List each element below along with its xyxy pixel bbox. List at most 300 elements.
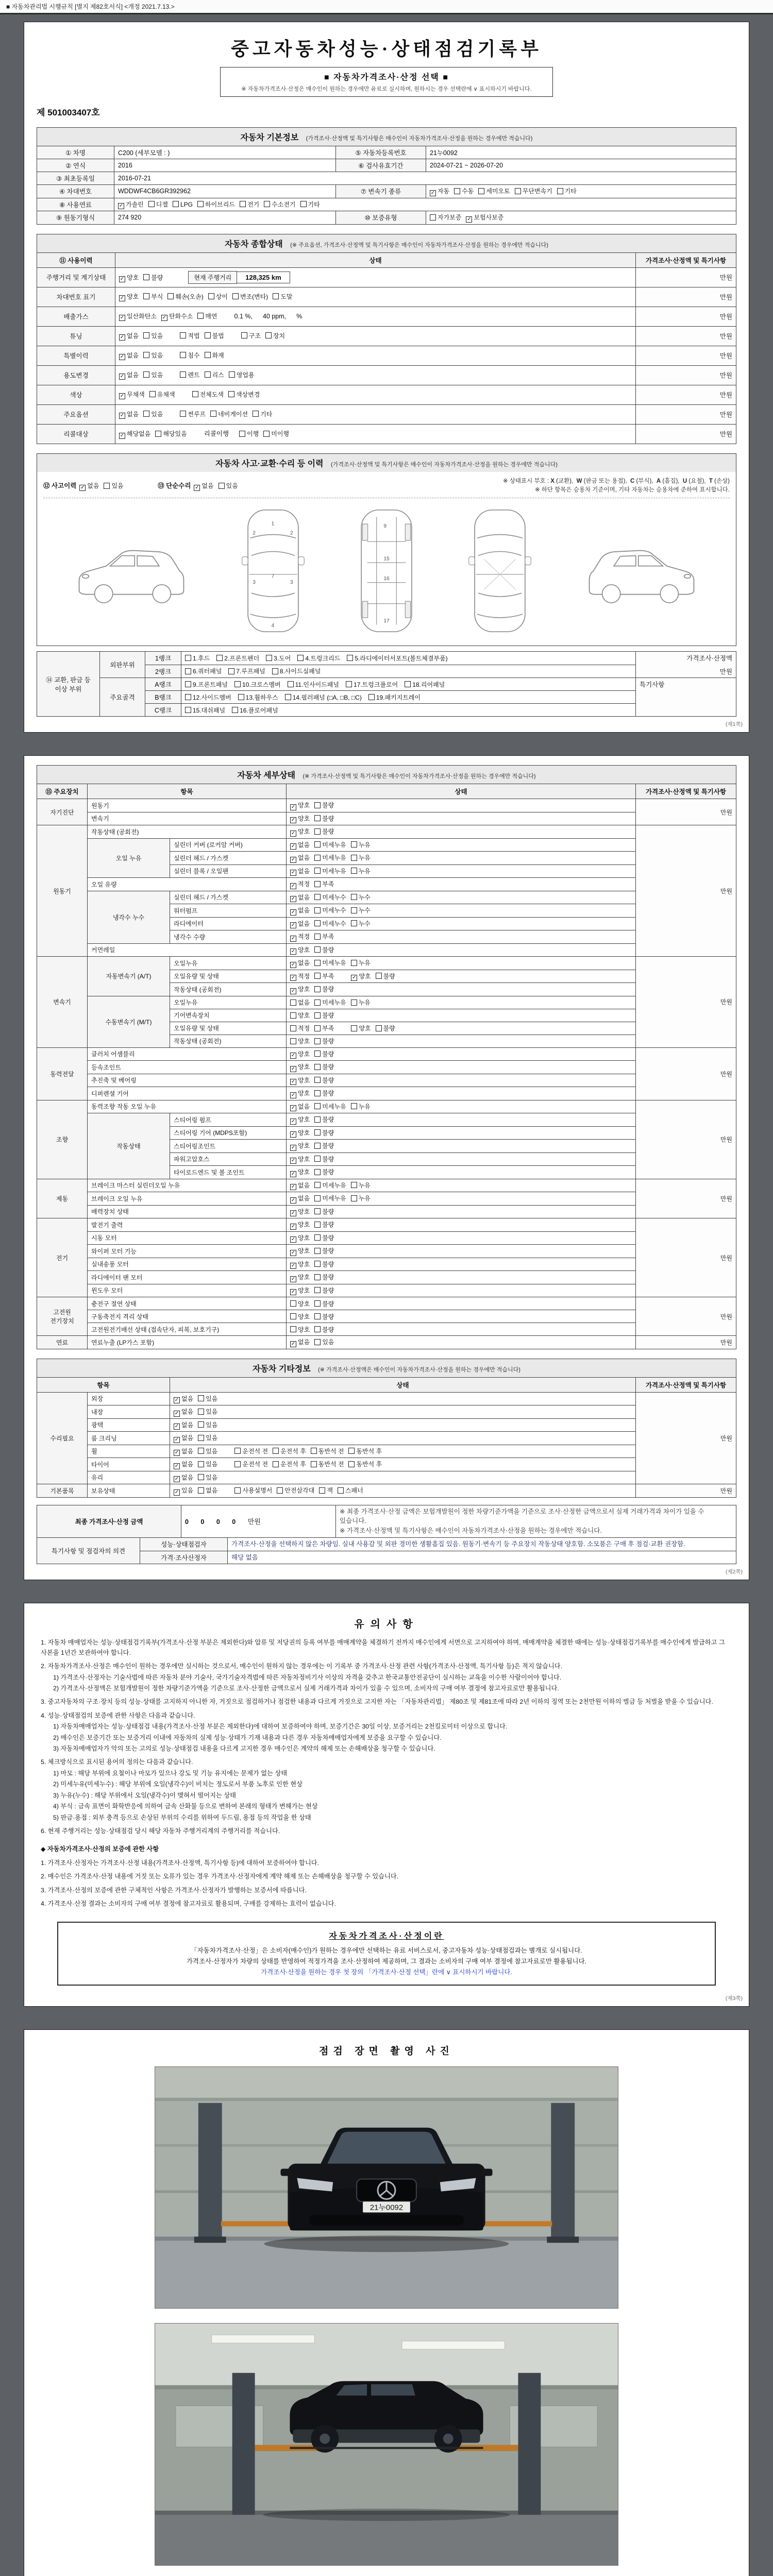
checkbox-icon[interactable] <box>194 485 200 491</box>
checkbox-icon[interactable] <box>314 1274 321 1280</box>
checkbox-icon[interactable] <box>290 922 296 928</box>
checkbox-icon[interactable] <box>314 999 321 1006</box>
checkbox-icon[interactable] <box>290 1092 296 1098</box>
checkbox-option[interactable]: ✓ 가솔린 <box>118 200 144 210</box>
checkbox-icon[interactable] <box>314 920 321 926</box>
checkbox-icon[interactable] <box>119 276 125 282</box>
checkbox-option[interactable]: 누유 <box>351 958 371 967</box>
checkbox-option[interactable]: ✓ 없음 <box>174 1473 193 1483</box>
checkbox-icon[interactable] <box>348 1448 355 1454</box>
checkbox-option[interactable]: ✓ 없음 <box>290 1337 310 1347</box>
checkbox-icon[interactable] <box>314 1064 321 1070</box>
panel-part-option[interactable]: 15.대쉬패널 <box>185 706 225 715</box>
checkbox-icon[interactable] <box>314 1116 321 1123</box>
checkbox-option[interactable]: 불량 <box>314 1312 334 1321</box>
checkbox-icon[interactable] <box>290 1300 296 1307</box>
checkbox-icon[interactable] <box>119 334 125 341</box>
checkbox-icon[interactable] <box>290 1012 296 1019</box>
checkbox-icon[interactable] <box>264 201 270 207</box>
checkbox-option[interactable]: ✓ 없음 <box>119 331 139 341</box>
checkbox-icon[interactable] <box>314 986 321 992</box>
checkbox-option[interactable]: 누수 <box>351 906 371 914</box>
checkbox-option[interactable]: 불량 <box>314 801 334 809</box>
checkbox-option[interactable]: ✓ 없음 <box>290 958 310 968</box>
checkbox-option[interactable]: 미세누유 <box>314 867 346 875</box>
checkbox-icon[interactable] <box>376 1025 382 1031</box>
checkbox-option[interactable]: 불량 <box>314 827 334 836</box>
checkbox-icon[interactable] <box>185 694 191 700</box>
checkbox-option[interactable]: ✓ 없음 <box>290 893 310 903</box>
checkbox-icon[interactable] <box>290 1250 296 1256</box>
checkbox-icon[interactable] <box>314 1143 321 1149</box>
checkbox-icon[interactable] <box>180 352 186 358</box>
checkbox-option[interactable]: 불법 <box>205 331 224 340</box>
panel-part-option[interactable]: 13.휠하우스 <box>238 693 278 702</box>
checkbox-icon[interactable] <box>290 896 296 902</box>
checkbox-option[interactable]: ✓ 보험사보증 <box>466 213 503 223</box>
checkbox-option[interactable]: 불량 <box>376 972 395 980</box>
checkbox-option[interactable]: 있음 <box>198 1407 217 1416</box>
checkbox-icon[interactable] <box>232 293 239 299</box>
checkbox-option[interactable]: ✓ 양호 <box>290 985 310 994</box>
checkbox-icon[interactable] <box>290 1158 296 1164</box>
checkbox-icon[interactable] <box>351 975 357 981</box>
checkbox-icon[interactable] <box>185 707 191 713</box>
checkbox-icon[interactable] <box>351 1195 357 1201</box>
checkbox-icon[interactable] <box>290 1184 296 1190</box>
checkbox-option[interactable]: 누유 <box>351 867 371 875</box>
checkbox-icon[interactable] <box>174 1476 180 1482</box>
checkbox-icon[interactable] <box>314 1300 321 1307</box>
checkbox-icon[interactable] <box>185 668 191 674</box>
checkbox-option[interactable]: 불량 <box>314 945 334 954</box>
checkbox-icon[interactable] <box>351 907 357 913</box>
checkbox-icon[interactable] <box>290 1053 296 1059</box>
checkbox-icon[interactable] <box>253 411 259 417</box>
checkbox-option[interactable]: 네비게이션 <box>210 410 248 418</box>
panel-part-option[interactable]: 6.쿼터패널 <box>185 667 222 675</box>
checkbox-option[interactable]: 있음 <box>198 1473 217 1482</box>
checkbox-icon[interactable] <box>314 1339 321 1345</box>
checkbox-icon[interactable] <box>314 881 321 887</box>
checkbox-icon[interactable] <box>314 1077 321 1083</box>
checkbox-icon[interactable] <box>285 694 291 700</box>
checkbox-option[interactable]: 불량 <box>314 1155 334 1163</box>
checkbox-icon[interactable] <box>174 1489 180 1496</box>
checkbox-icon[interactable] <box>167 293 174 299</box>
checkbox-option[interactable]: 미세누수 <box>314 919 346 928</box>
checkbox-icon[interactable] <box>314 907 321 913</box>
checkbox-option[interactable]: 동반석 후 <box>348 1460 382 1468</box>
checkbox-icon[interactable] <box>290 1025 296 1031</box>
checkbox-option[interactable]: 양호 <box>290 1299 310 1308</box>
checkbox-option[interactable]: 사용설명서 <box>234 1486 272 1495</box>
checkbox-icon[interactable] <box>288 681 294 687</box>
checkbox-option[interactable]: 있음 <box>219 481 238 490</box>
checkbox-option[interactable]: 누유 <box>351 853 371 862</box>
checkbox-option[interactable]: ✓ 양호 <box>290 1128 310 1138</box>
checkbox-icon[interactable] <box>351 999 357 1006</box>
checkbox-option[interactable]: 하이브리드 <box>197 200 235 209</box>
checkbox-icon[interactable] <box>148 201 155 207</box>
checkbox-icon[interactable] <box>314 946 321 953</box>
checkbox-option[interactable]: 없음 <box>198 1486 217 1495</box>
panel-part-option[interactable]: 17.트렁크플로어 <box>346 680 398 689</box>
checkbox-option[interactable]: 도말 <box>273 292 292 301</box>
checkbox-option[interactable]: ✓ 없음 <box>174 1407 193 1417</box>
checkbox-option[interactable]: 스패너 <box>338 1486 363 1495</box>
checkbox-option[interactable]: 썬루프 <box>180 410 206 418</box>
checkbox-icon[interactable] <box>290 1263 296 1269</box>
checkbox-option[interactable]: ✓ 양호 <box>290 1207 310 1217</box>
checkbox-icon[interactable] <box>104 483 110 489</box>
checkbox-icon[interactable] <box>351 920 357 926</box>
checkbox-option[interactable]: ✓ 없음 <box>119 351 139 361</box>
checkbox-icon[interactable] <box>290 1197 296 1204</box>
checkbox-option[interactable]: 미세누유 <box>314 958 346 967</box>
checkbox-option[interactable]: 전체도색 <box>192 390 224 399</box>
checkbox-option[interactable]: 미세누수 <box>314 893 346 902</box>
checkbox-option[interactable]: 색상변경 <box>228 390 260 399</box>
checkbox-option[interactable]: 미세누유 <box>314 1194 346 1202</box>
checkbox-icon[interactable] <box>314 1090 321 1096</box>
checkbox-option[interactable]: 누유 <box>351 998 371 1007</box>
checkbox-icon[interactable] <box>234 1461 241 1467</box>
panel-part-option[interactable]: 9.프론트패널 <box>185 680 228 689</box>
checkbox-option[interactable]: ✓ 없음 <box>119 410 139 419</box>
checkbox-option[interactable]: ✓ 양호 <box>290 1076 310 1086</box>
checkbox-icon[interactable] <box>266 655 272 661</box>
checkbox-icon[interactable] <box>174 1437 180 1443</box>
checkbox-option[interactable]: ✓ 없음 <box>290 1194 310 1204</box>
checkbox-option[interactable]: 있음 <box>314 1337 334 1346</box>
checkbox-option[interactable]: 부족 <box>314 932 334 941</box>
checkbox-icon[interactable] <box>273 293 279 299</box>
checkbox-option[interactable]: 불량 <box>314 1115 334 1124</box>
checkbox-icon[interactable] <box>314 1195 321 1201</box>
checkbox-option[interactable]: 수소전기 <box>264 200 295 209</box>
checkbox-option[interactable]: ✓ 양호 <box>290 1220 310 1230</box>
checkbox-icon[interactable] <box>216 655 223 661</box>
checkbox-option[interactable]: 불량 <box>314 1233 334 1242</box>
checkbox-option[interactable]: 있음 <box>198 1447 217 1455</box>
checkbox-option[interactable]: ✓ 없음 <box>79 481 99 491</box>
checkbox-icon[interactable] <box>143 274 149 280</box>
checkbox-option[interactable]: 불량 <box>314 1246 334 1255</box>
checkbox-option[interactable]: 부식 <box>143 292 163 301</box>
checkbox-option[interactable]: 화재 <box>205 351 224 360</box>
panel-part-option[interactable]: 18.리어패널 <box>405 680 445 689</box>
checkbox-icon[interactable] <box>241 332 247 338</box>
checkbox-option[interactable]: 누수 <box>351 893 371 902</box>
checkbox-option[interactable]: 불량 <box>314 1260 334 1268</box>
checkbox-icon[interactable] <box>297 655 304 661</box>
checkbox-icon[interactable] <box>180 411 186 417</box>
checkbox-option[interactable]: 기타 <box>253 410 272 418</box>
checkbox-option[interactable]: ✓ 없음 <box>290 919 310 929</box>
checkbox-option[interactable]: 누유 <box>351 840 371 849</box>
checkbox-option[interactable]: 미세누유 <box>314 1181 346 1190</box>
checkbox-option[interactable]: ✓ 양호 <box>290 1155 310 1164</box>
checkbox-icon[interactable] <box>466 216 472 223</box>
checkbox-option[interactable]: 미세누유 <box>314 840 346 849</box>
checkbox-option[interactable]: ✓ 해당없음 <box>119 429 150 439</box>
panel-part-option[interactable]: 12.사이드멤버 <box>185 693 231 702</box>
checkbox-option[interactable]: 있음 <box>198 1460 217 1468</box>
checkbox-icon[interactable] <box>174 1423 180 1430</box>
panel-part-option[interactable]: 3.도어 <box>266 654 291 663</box>
checkbox-icon[interactable] <box>314 815 321 821</box>
checkbox-option[interactable]: ✓ 없음 <box>174 1394 193 1404</box>
checkbox-icon[interactable] <box>198 1487 204 1494</box>
checkbox-option[interactable]: ✓ 없음 <box>194 481 213 491</box>
checkbox-icon[interactable] <box>314 802 321 808</box>
checkbox-icon[interactable] <box>368 694 375 700</box>
panel-part-option[interactable]: 16.플로어패널 <box>232 706 278 715</box>
checkbox-icon[interactable] <box>119 315 125 321</box>
checkbox-icon[interactable] <box>290 870 296 876</box>
checkbox-option[interactable]: 불량 <box>314 1076 334 1084</box>
checkbox-option[interactable]: 불량 <box>314 1037 334 1045</box>
checkbox-option[interactable]: ✓ 없음 <box>174 1433 193 1443</box>
checkbox-icon[interactable] <box>290 1145 296 1151</box>
checkbox-option[interactable]: ✓ 탄화수소 <box>161 312 193 321</box>
checkbox-icon[interactable] <box>143 332 149 338</box>
checkbox-option[interactable]: 누유 <box>351 1181 371 1190</box>
checkbox-option[interactable]: 적법 <box>180 331 199 340</box>
checkbox-icon[interactable] <box>273 1461 279 1467</box>
checkbox-icon[interactable] <box>119 354 125 360</box>
checkbox-icon[interactable] <box>314 828 321 835</box>
checkbox-icon[interactable] <box>515 188 521 194</box>
checkbox-option[interactable]: 불량 <box>314 1141 334 1150</box>
checkbox-icon[interactable] <box>351 1182 357 1188</box>
checkbox-icon[interactable] <box>210 411 216 417</box>
checkbox-icon[interactable] <box>314 973 321 979</box>
checkbox-icon[interactable] <box>232 707 238 713</box>
checkbox-icon[interactable] <box>430 214 436 221</box>
checkbox-icon[interactable] <box>290 1289 296 1295</box>
checkbox-option[interactable]: 미세누수 <box>314 906 346 914</box>
panel-part-option[interactable]: 11.인사이드패널 <box>288 680 339 689</box>
checkbox-icon[interactable] <box>290 962 296 968</box>
checkbox-icon[interactable] <box>290 999 296 1006</box>
checkbox-icon[interactable] <box>174 1411 180 1417</box>
checkbox-option[interactable]: ✓ 없음 <box>174 1447 193 1456</box>
checkbox-option[interactable]: 있음 <box>198 1433 217 1442</box>
checkbox-option[interactable]: ✓ 양호 <box>290 801 310 810</box>
checkbox-icon[interactable] <box>351 1103 357 1109</box>
checkbox-option[interactable]: 미세누유 <box>314 998 346 1007</box>
checkbox-icon[interactable] <box>314 1103 321 1109</box>
checkbox-icon[interactable] <box>290 857 296 863</box>
checkbox-icon[interactable] <box>290 831 296 837</box>
checkbox-option[interactable]: 불량 <box>314 1299 334 1308</box>
checkbox-option[interactable]: 운전석 전 <box>234 1460 268 1468</box>
checkbox-icon[interactable] <box>314 1234 321 1241</box>
checkbox-option[interactable]: 불량 <box>314 1128 334 1137</box>
checkbox-option[interactable]: 렌트 <box>180 370 199 379</box>
checkbox-option[interactable]: 장치 <box>265 331 285 340</box>
checkbox-icon[interactable] <box>338 1487 344 1494</box>
checkbox-icon[interactable] <box>205 352 211 358</box>
checkbox-option[interactable]: 있음 <box>143 370 163 379</box>
checkbox-option[interactable]: ✓ 있음 <box>174 1486 193 1496</box>
checkbox-option[interactable]: 불량 <box>314 814 334 823</box>
checkbox-option[interactable]: 부족 <box>314 879 334 888</box>
checkbox-icon[interactable] <box>161 315 167 321</box>
checkbox-icon[interactable] <box>290 1341 296 1347</box>
checkbox-icon[interactable] <box>351 1025 357 1031</box>
panel-part-option[interactable]: 14.필러패널 (□A, □B, □C) <box>285 693 362 702</box>
panel-part-option[interactable]: 19.패키지트레이 <box>368 693 421 702</box>
checkbox-icon[interactable] <box>180 332 186 338</box>
checkbox-option[interactable]: ✓ 양호 <box>290 814 310 824</box>
panel-part-option[interactable]: 1.후드 <box>185 654 210 663</box>
checkbox-icon[interactable] <box>314 1038 321 1044</box>
checkbox-icon[interactable] <box>265 332 272 338</box>
checkbox-option[interactable]: 불량 <box>314 1220 334 1229</box>
checkbox-option[interactable]: 전기 <box>240 200 259 209</box>
checkbox-icon[interactable] <box>277 1487 283 1494</box>
checkbox-option[interactable]: ✓ 없음 <box>290 853 310 863</box>
checkbox-option[interactable]: 양호 <box>351 1024 371 1032</box>
checkbox-option[interactable]: ✓ 적정 <box>290 879 310 889</box>
checkbox-icon[interactable] <box>143 371 149 378</box>
panel-part-option[interactable]: 10.크로스멤버 <box>234 680 281 689</box>
checkbox-icon[interactable] <box>314 1050 321 1057</box>
panel-part-option[interactable]: 7.루프패널 <box>228 667 265 675</box>
checkbox-icon[interactable] <box>290 1171 296 1177</box>
checkbox-icon[interactable] <box>351 894 357 900</box>
checkbox-option[interactable]: 양호 <box>290 1312 310 1321</box>
checkbox-icon[interactable] <box>290 988 296 994</box>
checkbox-icon[interactable] <box>314 1261 321 1267</box>
checkbox-icon[interactable] <box>155 431 161 437</box>
checkbox-icon[interactable] <box>290 1236 296 1243</box>
checkbox-icon[interactable] <box>351 960 357 966</box>
panel-part-option[interactable]: 4.트렁크리드 <box>297 654 340 663</box>
checkbox-icon[interactable] <box>300 201 307 207</box>
checkbox-icon[interactable] <box>198 1448 204 1454</box>
checkbox-icon[interactable] <box>185 655 191 661</box>
panel-part-option[interactable]: 8.사이드실패널 <box>272 667 321 675</box>
checkbox-option[interactable]: 있음 <box>143 351 163 360</box>
checkbox-icon[interactable] <box>290 975 296 981</box>
checkbox-icon[interactable] <box>198 1461 204 1467</box>
checkbox-option[interactable]: 수동 <box>454 187 474 195</box>
checkbox-icon[interactable] <box>205 371 211 378</box>
checkbox-option[interactable]: 동반석 전 <box>311 1460 344 1468</box>
checkbox-option[interactable]: ✓ 적정 <box>290 972 310 981</box>
checkbox-icon[interactable] <box>197 313 204 319</box>
checkbox-option[interactable]: 불량 <box>143 273 163 282</box>
checkbox-icon[interactable] <box>174 1463 180 1469</box>
checkbox-icon[interactable] <box>314 934 321 940</box>
checkbox-option[interactable]: ✓ 일산화탄소 <box>119 312 157 321</box>
checkbox-icon[interactable] <box>348 1461 355 1467</box>
checkbox-icon[interactable] <box>119 433 125 439</box>
checkbox-icon[interactable] <box>347 655 353 661</box>
checkbox-icon[interactable] <box>314 1326 321 1332</box>
checkbox-icon[interactable] <box>314 1287 321 1293</box>
checkbox-icon[interactable] <box>290 1118 296 1125</box>
checkbox-icon[interactable] <box>234 1448 241 1454</box>
checkbox-option[interactable]: ✓ 양호 <box>351 972 371 981</box>
checkbox-icon[interactable] <box>314 855 321 861</box>
checkbox-icon[interactable] <box>311 1461 317 1467</box>
checkbox-icon[interactable] <box>314 960 321 966</box>
checkbox-icon[interactable] <box>228 668 234 674</box>
checkbox-option[interactable]: ✓ 양호 <box>290 1049 310 1059</box>
checkbox-option[interactable]: ✓ 양호 <box>119 273 139 283</box>
checkbox-icon[interactable] <box>454 188 460 194</box>
checkbox-icon[interactable] <box>314 841 321 848</box>
checkbox-option[interactable]: 양호 <box>290 1011 310 1020</box>
checkbox-option[interactable]: 있음 <box>198 1420 217 1429</box>
checkbox-icon[interactable] <box>119 413 125 419</box>
checkbox-icon[interactable] <box>79 485 86 491</box>
checkbox-option[interactable]: 자가보증 <box>430 213 461 222</box>
checkbox-icon[interactable] <box>198 1409 204 1415</box>
checkbox-icon[interactable] <box>290 1210 296 1216</box>
checkbox-icon[interactable] <box>263 431 270 437</box>
checkbox-icon[interactable] <box>290 1038 296 1044</box>
checkbox-option[interactable]: 해당있음 <box>155 429 187 438</box>
checkbox-option[interactable]: 부족 <box>314 1024 334 1032</box>
checkbox-option[interactable]: 적정 <box>290 1024 310 1032</box>
checkbox-icon[interactable] <box>478 188 484 194</box>
checkbox-icon[interactable] <box>314 1313 321 1319</box>
checkbox-icon[interactable] <box>119 295 125 301</box>
checkbox-option[interactable]: ✓ 양호 <box>290 1141 310 1151</box>
checkbox-option[interactable]: 불량 <box>314 1011 334 1020</box>
checkbox-icon[interactable] <box>290 843 296 850</box>
checkbox-icon[interactable] <box>143 293 149 299</box>
checkbox-option[interactable]: 상이 <box>208 292 228 301</box>
checkbox-option[interactable]: 없음 <box>290 998 310 1007</box>
checkbox-option[interactable]: 불량 <box>314 1286 334 1295</box>
checkbox-option[interactable]: 운전석 전 <box>234 1447 268 1455</box>
checkbox-option[interactable]: 안전삼각대 <box>277 1486 314 1495</box>
checkbox-icon[interactable] <box>239 431 245 437</box>
checkbox-option[interactable]: ✓ 양호 <box>290 1246 310 1256</box>
checkbox-icon[interactable] <box>290 817 296 823</box>
checkbox-icon[interactable] <box>351 855 357 861</box>
checkbox-option[interactable]: 미이행 <box>263 429 289 438</box>
checkbox-option[interactable]: 잭 <box>319 1486 333 1495</box>
checkbox-option[interactable]: ✓ 양호 <box>290 1115 310 1125</box>
checkbox-icon[interactable] <box>430 190 436 196</box>
checkbox-icon[interactable] <box>118 203 124 209</box>
checkbox-option[interactable]: ✓ 양호 <box>290 1167 310 1177</box>
checkbox-icon[interactable] <box>319 1487 325 1494</box>
checkbox-icon[interactable] <box>198 1395 204 1401</box>
checkbox-icon[interactable] <box>290 1326 296 1332</box>
checkbox-option[interactable]: ✓ 무채색 <box>119 390 145 400</box>
checkbox-option[interactable]: 기타 <box>300 200 320 209</box>
checkbox-icon[interactable] <box>557 188 563 194</box>
checkbox-option[interactable]: 미세누유 <box>314 853 346 862</box>
panel-part-option[interactable]: 2.프론트펜더 <box>216 654 259 663</box>
checkbox-icon[interactable] <box>314 1012 321 1019</box>
checkbox-option[interactable]: 있음 <box>143 410 163 418</box>
checkbox-icon[interactable] <box>314 1156 321 1162</box>
checkbox-option[interactable]: 리스 <box>205 370 224 379</box>
checkbox-icon[interactable] <box>314 1208 321 1214</box>
checkbox-icon[interactable] <box>290 1276 296 1282</box>
checkbox-icon[interactable] <box>240 201 246 207</box>
